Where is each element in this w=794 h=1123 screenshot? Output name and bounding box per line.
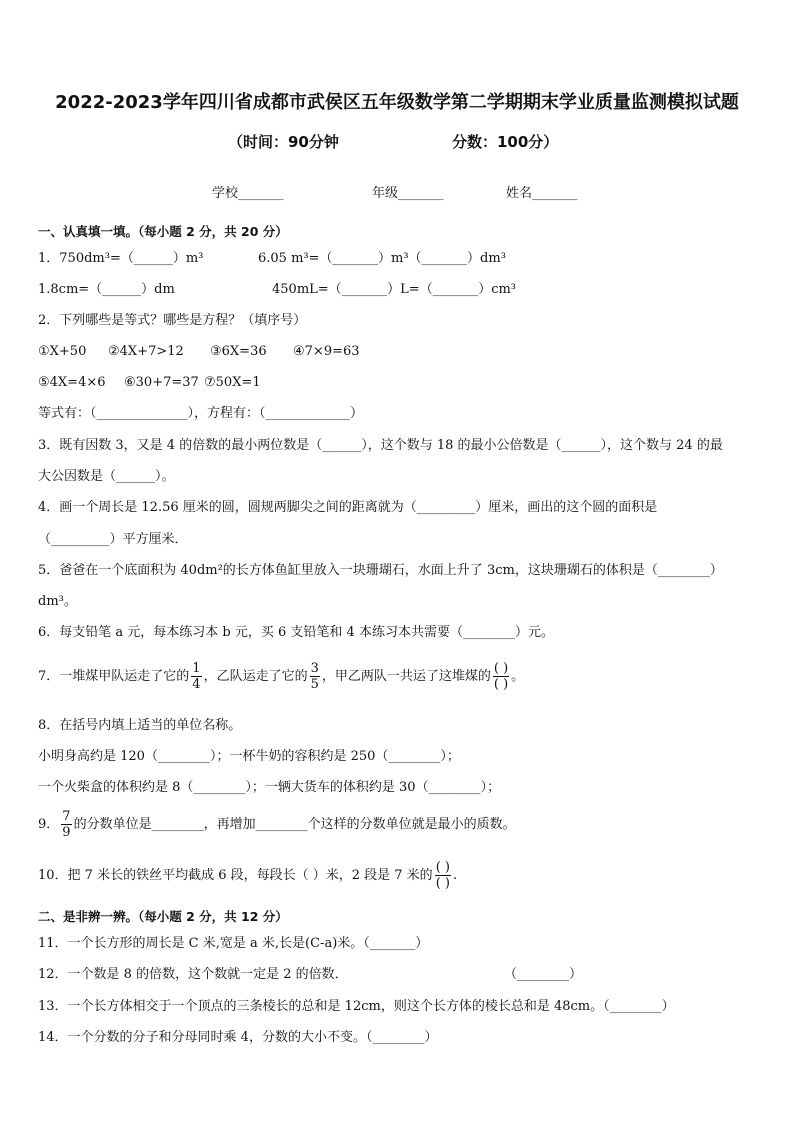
q2-option-1: ①X+50: [38, 344, 87, 359]
q7-f2-numerator: 3: [310, 661, 319, 676]
q5-line-1: 5．爸爸在一个底面积为 40dm²的长方体鱼缸里放入一块珊瑚石，水面上升了 3cm，这块珊瑚石的体积是（________）: [38, 563, 723, 578]
q9-numerator: 7: [62, 809, 71, 824]
q1-part-b: 6.05 m³=（_______）m³（_______）dm³: [258, 251, 506, 266]
q7-fraction-2: [310, 661, 320, 692]
q2-option-7: ⑦50X=1: [204, 375, 261, 390]
q7-end: 。: [511, 669, 525, 684]
q12-answer-blank: （________）: [504, 967, 583, 982]
q8-line-a: 小明身高约是 120（________）；一杯牛奶的容积约是 250（________）；: [38, 749, 460, 764]
q9-denominator: 9: [62, 825, 71, 840]
q1-part-a: 1．750dm³=（______）m³: [38, 251, 204, 266]
school-field: 学校_______: [212, 186, 284, 201]
q2-option-6: ⑥30+7=37: [124, 375, 199, 390]
q10-numerator: ( ): [435, 860, 450, 875]
exam-score: 分数：100分）: [452, 133, 559, 151]
q1-part-c: 1.8cm=（______）dm: [38, 282, 175, 297]
q10-end: .: [452, 868, 458, 883]
q9-line: [38, 806, 516, 844]
section-2-heading: 二、是非辨一辨。（每小题 2 分，共 12 分）: [38, 909, 288, 924]
q7-f1-denominator: 4: [192, 677, 201, 692]
q7-fraction-1: [191, 661, 201, 692]
grade-field: 年级_______: [372, 186, 444, 201]
q1-part-d: 450mL=（_______）L=（_______）cm³: [272, 282, 517, 297]
q2-option-5: ⑤4X=4×6: [38, 375, 106, 390]
name-field: 姓名_______: [506, 186, 578, 201]
q2-option-3: ③6X=36: [210, 344, 267, 359]
page-title: 2022-2023学年四川省成都市武侯区五年级数学第二学期期末学业质量监测模拟试题: [55, 92, 739, 113]
q8-line-b: 一个火柴盒的体积约是 8（________）；一辆大货车的体积约是 30（________）；: [38, 780, 501, 795]
q2-answer-line: 等式有：（______________），方程有：（_____________）: [38, 406, 364, 421]
q7-post: ，甲乙两队一共运了这堆煤的: [321, 669, 491, 684]
q10-denominator: ( ): [435, 876, 450, 891]
section-1-heading: 一、认真填一填。（每小题 2 分，共 20 分）: [38, 224, 288, 239]
q3-line-2: 大公因数是（______）。: [38, 469, 175, 484]
q4-line-1: 4．画一个周长是 12.56 厘米的圆，圆规两脚尖之间的距离就为（_________）厘米，画出的这个圆的面积是: [38, 500, 658, 515]
q10-pre: 10．把 7 米长的铁丝平均截成 6 段，每段长（ ）米，2 段是 7 米的: [38, 868, 433, 883]
q7-pre: 7．一堆煤甲队运走了它的: [38, 669, 190, 684]
q12-text: 12．一个数是 8 的倍数，这个数就一定是 2 的倍数．: [38, 967, 348, 982]
q9-post: 的分数单位是________，再增加________个这样的分数单位就是最小的质数。: [73, 817, 516, 832]
q3-line-1: 3．既有因数 3，又是 4 的倍数的最小两位数是（______），这个数与 18 的最小公倍数是（______），这个数与 24 的最: [38, 438, 723, 453]
q10-line: [38, 857, 457, 895]
q7-line: [38, 658, 524, 696]
q7-blank-numerator: ( ): [493, 661, 509, 676]
q7-f1-numerator: 1: [192, 661, 201, 676]
q2-option-4: ④7×9=63: [293, 344, 360, 359]
q11-text: 11．一个长方形的周长是 C 米,宽是 a 米,长是(C-a)米。（_______）: [38, 936, 429, 951]
q2-option-2: ②4X+7>12: [108, 344, 184, 359]
q2-text: 2．下列哪些是等式？哪些是方程？（填序号）: [38, 313, 307, 328]
q4-line-2: （_________）平方厘米．: [38, 532, 188, 547]
q9-fraction: [61, 809, 71, 840]
q6-text: 6．每支铅笔 a 元，每本练习本 b 元，买 6 支铅笔和 4 本练习本共需要（________）元。: [38, 625, 554, 640]
q8-text: 8．在括号内填上适当的单位名称。: [38, 718, 242, 733]
q13-text: 13．一个长方体相交于一个顶点的三条棱长的总和是 12cm，则这个长方体的棱长总和是 48cm。（________）: [38, 999, 675, 1014]
q10-blank-fraction: [435, 860, 451, 891]
q9-pre: 9．: [38, 817, 60, 832]
exam-time: （时间：90分钟: [228, 133, 339, 151]
q14-text: 14．一个分数的分子和分母同时乘 4，分数的大小不变。（________）: [38, 1030, 438, 1045]
q7-f2-denominator: 5: [310, 677, 319, 692]
q7-mid: ，乙队运走了它的: [203, 669, 308, 684]
q7-blank-fraction: [493, 661, 509, 692]
q7-blank-denominator: ( ): [493, 677, 509, 692]
q5-line-2: dm³。: [38, 594, 77, 609]
